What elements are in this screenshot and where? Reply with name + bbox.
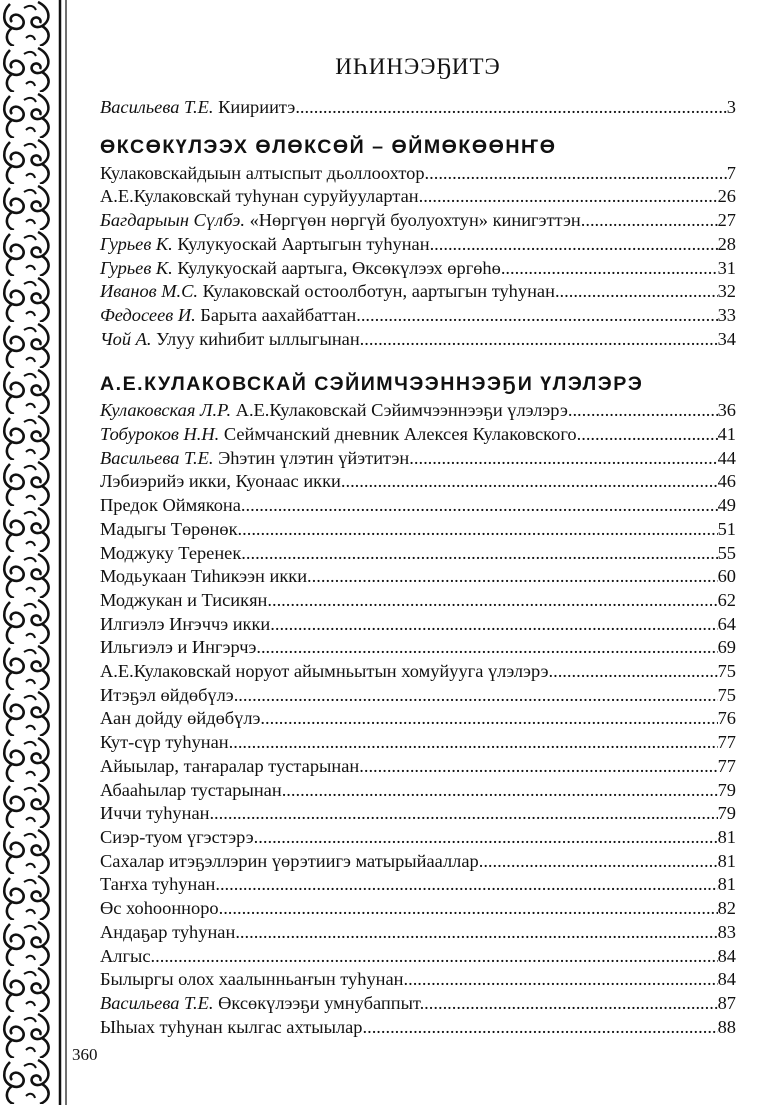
toc-entry (100, 542, 736, 566)
toc-entry (100, 826, 736, 850)
page-title: ИҺИНЭЭҔИТЭ (335, 54, 501, 79)
entry-title: Өксөкүлээҕи умнубаппыт... (213, 992, 434, 1013)
entry-page-number: 87 (717, 992, 736, 1013)
entry-author: Васильева Т.Е. (100, 992, 214, 1013)
toc-entry (100, 257, 736, 281)
dot-leader (568, 399, 718, 423)
entry-title: Лэбиэрийэ икки, Куонаас икки (100, 471, 341, 492)
entry-title: Предок Оймякона (100, 495, 241, 516)
dot-leader (215, 873, 717, 897)
toc-entry-intro (100, 96, 736, 120)
toc-entry (100, 470, 736, 494)
toc-entry (100, 945, 736, 969)
dot-leader (219, 897, 718, 921)
entry-page-number: 62 (717, 589, 736, 610)
entry-title: Айыылар, таҥаралар тустарынан (100, 755, 360, 776)
toc-entry (100, 162, 736, 186)
section-2-entries (100, 399, 736, 1039)
toc-entry (100, 660, 736, 684)
entry-page-number: 41 (717, 424, 736, 445)
dot-leader (282, 779, 718, 803)
section-heading-1: ӨКСӨКҮЛЭЭХ ӨЛӨКСӨЙ – ӨЙМӨКӨӨНҤӨ (100, 135, 557, 158)
entry-title: Барыта аахайбаттан (195, 304, 357, 325)
entry-title: А.Е.Кулаковскай норуот айымньытын хомуйууга үлэлэрэ (100, 661, 549, 682)
toc-entry (100, 707, 736, 731)
toc-entry (100, 921, 736, 945)
dot-leader (419, 185, 718, 209)
toc-entry (100, 280, 736, 304)
toc-entry (100, 518, 736, 542)
entry-page-number: 84 (717, 945, 736, 966)
entry-page-number: 83 (717, 921, 736, 942)
entry-author: Кулаковская Л.Р. (100, 400, 232, 421)
entry-title: Илгиэлэ Иҥэччэ икки (100, 613, 271, 634)
dot-leader (238, 518, 718, 542)
entry-page-number: 69 (717, 637, 736, 658)
dot-leader (341, 470, 718, 494)
section-heading-2: А.Е.КУЛАКОВСКАЙ СЭЙИМЧЭЭННЭЭҔИ ҮЛЭЛЭРЭ (100, 373, 644, 396)
entry-title: Сиэр-туом үгэстэрэ (100, 826, 254, 847)
entry-page-number: 32 (717, 281, 736, 302)
dot-leader (241, 494, 718, 518)
toc-entry (100, 684, 736, 708)
toc-entry (100, 447, 736, 471)
entry-page-number: 84 (717, 969, 736, 990)
dot-leader (307, 565, 718, 589)
toc-entry (100, 731, 736, 755)
entry-page-number: 3 (726, 97, 736, 117)
dot-leader (581, 209, 718, 233)
entry-page-number: 76 (717, 708, 736, 729)
entry-page-number: 75 (717, 684, 736, 705)
toc-entry (100, 399, 736, 423)
entry-title: Кулукуоскай Аартыгын туһунан (172, 233, 430, 254)
dot-leader (254, 826, 718, 850)
dot-leader (404, 968, 718, 992)
toc-entry (100, 802, 736, 826)
dot-leader (209, 802, 717, 826)
entry-title: Улуу киһибит ыллыгынан (151, 328, 360, 349)
dot-leader (270, 613, 717, 637)
table-of-contents (100, 54, 736, 1039)
toc-entry (100, 423, 736, 447)
entry-page-number: 77 (717, 755, 736, 776)
toc-entry (100, 968, 736, 992)
entry-title: Кулукуоскай аартыга, Өксөкүлээх өргөһө (172, 257, 501, 278)
entry-author: Гурьев К. (100, 233, 173, 254)
dot-leader (359, 755, 717, 779)
entry-title: Модьукаан Тиһикээн икки (100, 566, 308, 587)
dot-leader (234, 684, 718, 708)
dot-leader (549, 660, 718, 684)
entry-page-number: 44 (717, 447, 736, 468)
entry-author: Чой А. (100, 328, 152, 349)
dot-leader (363, 1016, 718, 1040)
toc-entry (100, 185, 736, 209)
entry-title: Моджуку Теренек (100, 542, 242, 563)
entry-title: Эһэтин үлэтин үйэтитэн (213, 447, 410, 468)
toc-entry (100, 233, 736, 257)
entry-author: Тобуроков Н.Н. (100, 424, 220, 445)
entry-title: «Нөргүөн нөргүй буолуохтун» кинигэттэн (244, 210, 581, 231)
entry-page-number: 82 (717, 898, 736, 919)
dot-leader (360, 328, 718, 352)
entry-page-number: 77 (717, 732, 736, 753)
entry-title: Сеймчанский дневник Алексея Кулаковского (219, 424, 577, 445)
dot-leader (256, 636, 717, 660)
dot-leader (260, 707, 717, 731)
entry-title: Өс хоһоонноро (100, 898, 219, 919)
entry-page-number: 31 (717, 257, 736, 278)
dot-leader (430, 233, 718, 257)
entry-title: Ильгиэлэ и Ингэрчэ (100, 637, 257, 658)
entry-title: Кулаковскай остоолботун, аартыгын туһунан (198, 281, 555, 302)
entry-title: Итэҕэл өйдөбүлэ (100, 684, 234, 705)
dot-leader (295, 96, 726, 120)
entry-author: Васильева Т.Е. (100, 447, 214, 468)
toc-entry (100, 873, 736, 897)
entry-page-number: 46 (717, 471, 736, 492)
entry-page-number: 60 (717, 566, 736, 587)
entry-page-number: 34 (717, 328, 736, 349)
entry-title: Алгыс (100, 945, 151, 966)
entry-page-number: 51 (717, 518, 736, 539)
entry-title: А.Е.Кулаковскай Сэйимчээннээҕи үлэлэрэ (231, 400, 568, 421)
dot-leader (555, 280, 718, 304)
dot-leader (501, 257, 718, 281)
toc-entry (100, 494, 736, 518)
dot-leader (229, 731, 718, 755)
dot-leader (241, 542, 717, 566)
toc-entry (100, 589, 736, 613)
toc-entry (100, 565, 736, 589)
entry-page-number: 81 (717, 874, 736, 895)
entry-author: Иванов М.С. (100, 281, 199, 302)
entry-title: Мадыгы Төрөнөк (100, 518, 238, 539)
dot-leader (409, 447, 717, 471)
toc-entry (100, 636, 736, 660)
dot-leader (479, 850, 718, 874)
toc-entry (100, 755, 736, 779)
toc-entry (100, 613, 736, 637)
entry-title: Былыргы олох хаалынньаҥын туһунан (100, 969, 404, 990)
entry-title: Таҥха туһунан (100, 874, 216, 895)
toc-entry (100, 992, 736, 1016)
entry-title: Абааһылар тустарынан (100, 779, 282, 800)
entry-title: Иччи туһунан (100, 803, 210, 824)
entry-author: Федосеев И. (100, 304, 196, 325)
toc-entry (100, 897, 736, 921)
toc-entry (100, 779, 736, 803)
entry-author: Гурьев К. (100, 257, 173, 278)
toc-entry (100, 850, 736, 874)
entry-page-number: 64 (717, 613, 736, 634)
entry-page-number: 33 (717, 304, 736, 325)
entry-page-number: 36 (717, 400, 736, 421)
entry-page-number: 26 (717, 186, 736, 207)
entry-author: Васильева Т.Е. (100, 97, 214, 117)
entry-page-number: 28 (717, 233, 736, 254)
entry-page-number: 88 (717, 1016, 736, 1037)
toc-entry (100, 304, 736, 328)
dot-leader (267, 589, 717, 613)
entry-page-number: 81 (717, 850, 736, 871)
dot-leader (235, 921, 717, 945)
entry-title: Киириитэ (213, 97, 296, 117)
entry-title: Сахалар итэҕэллэрин үөрэтиигэ матырыйааллар (100, 850, 479, 871)
entry-title: Ыһыах туһунан кылгас ахтыылар (100, 1016, 363, 1037)
toc-entry (100, 1016, 736, 1040)
entry-title: Кут-сүр туһунан (100, 732, 229, 753)
entry-page-number: 81 (717, 826, 736, 847)
entry-page-number: 79 (717, 779, 736, 800)
entry-page-number: 79 (717, 803, 736, 824)
dot-leader (577, 423, 718, 447)
entry-title: А.Е.Кулаковскай туһунан суруйуулартан (100, 186, 419, 207)
toc-entry (100, 209, 736, 233)
dot-leader (433, 992, 717, 1016)
entry-title: Кулаковскайдыын алтыспыт дьоллоохтор... (100, 162, 439, 183)
entry-page-number: 49 (717, 495, 736, 516)
entry-page-number: 55 (717, 542, 736, 563)
dot-leader (356, 304, 717, 328)
entry-title: Андаҕар туһунан (100, 921, 236, 942)
dot-leader (151, 945, 718, 969)
dot-leader (438, 162, 726, 186)
entry-page-number: 75 (717, 661, 736, 682)
entry-page-number: 7 (726, 162, 736, 183)
entry-author: Багдарыын Сүлбэ. (100, 210, 245, 231)
section-1-entries (100, 162, 736, 352)
page-number: 360 (72, 1045, 98, 1064)
entry-title: Аан дойду өйдөбүлэ (100, 708, 261, 729)
decorative-border-ornament (0, 0, 70, 1105)
toc-entry (100, 328, 736, 352)
entry-title: Моджукан и Тисикян (100, 589, 268, 610)
entry-page-number: 27 (717, 210, 736, 231)
